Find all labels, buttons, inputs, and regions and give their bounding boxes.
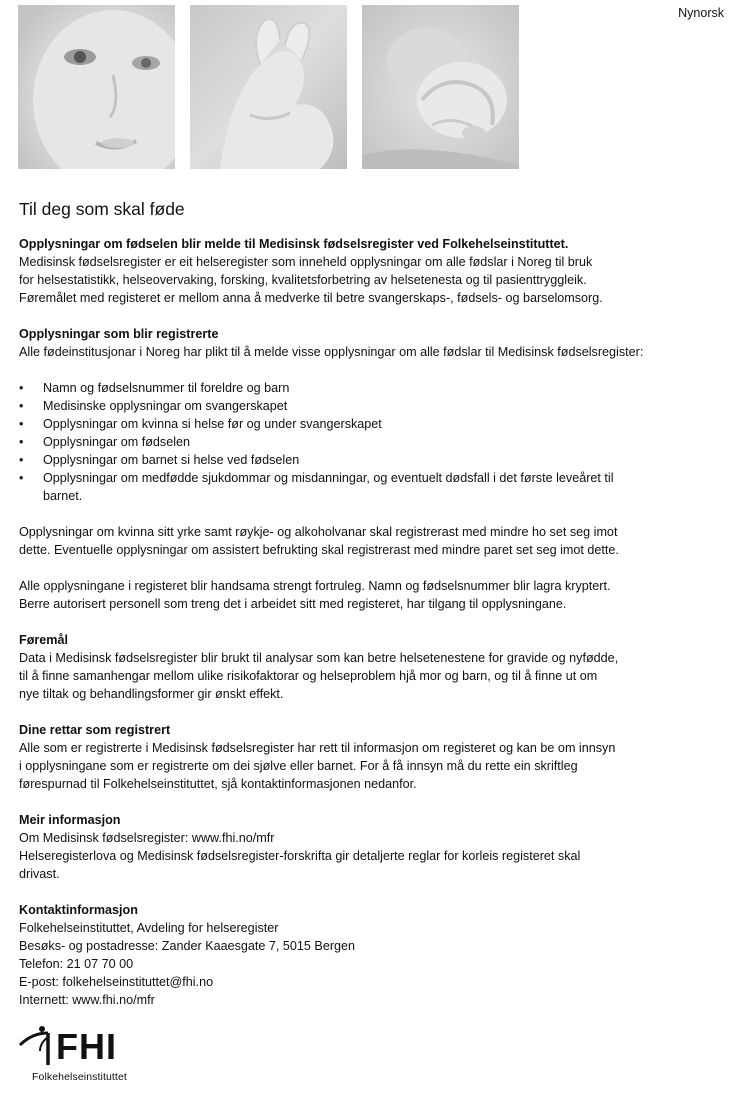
logo-mark: FHI (56, 1026, 117, 1067)
contact-phone: Telefon: 21 07 70 00 (19, 957, 134, 971)
purpose-line: Data i Medisinsk fødselsregister blir brukt til analysar som kan betre helsetenestene for gravide og nyfødde, (19, 651, 619, 665)
purpose-line: til å finne samanhengar mellom ulike risikofaktorar og helseproblem hjå mor og barn, og til å finne ut om (19, 669, 598, 683)
logo-name: Folkehelseinstituttet (32, 1071, 127, 1083)
purpose-line: nye tiltak og behandlingsformer gir ønskt effekt. (19, 687, 284, 701)
more-info-heading: Meir informasjon (19, 813, 121, 827)
purpose-section (19, 631, 719, 703)
baby-fist-photo (362, 5, 519, 169)
registered-list (19, 379, 719, 505)
intro-heading: Opplysningar om fødselen blir melde til Medisinsk fødselsregister ved Folkehelseinstituttet. (19, 237, 569, 251)
more-info-line: Helseregisterlova og Medisinsk fødselsregister-forskrifta gir detaljerte reglar for korleis registeret skal (19, 849, 581, 863)
document-body (19, 197, 719, 1027)
contact-website: Internett: www.fhi.no/mfr (19, 993, 155, 1007)
contact-heading: Kontaktinformasjon (19, 903, 138, 917)
intro-line: Medisinsk fødselsregister er eit helseregister som inneheld opplysningar om alle fødslar i Noreg til bruk (19, 255, 593, 269)
list-item: • Opplysningar om medfødde sjukdommar og misdanningar, og eventuelt dødsfall i det første leveåret til barnet. (19, 469, 653, 505)
intro-line: for helsestatistikk, helseovervaking, forsking, kvalitetsforbetring av helsetenesta og til pasienttryggleik. (19, 273, 587, 287)
list-item: • Opplysningar om fødselen (19, 433, 719, 451)
baby-hand-photo (190, 5, 347, 169)
paragraph-lifestyle (19, 523, 719, 559)
more-info-section (19, 811, 719, 883)
fhi-logo-icon (18, 1025, 58, 1069)
contact-email: E-post: folkehelseinstituttet@fhi.no (19, 975, 214, 989)
rights-heading: Dine rettar som registrert (19, 723, 171, 737)
baby-face-photo (18, 5, 175, 169)
more-info-line: Om Medisinsk fødselsregister: www.fhi.no/mfr (19, 831, 275, 845)
paragraph-line: dette. Eventuelle opplysningar om assistert befrukting skal registrerast med mindre paret set seg imot dette. (19, 543, 619, 557)
rights-line: i opplysningane som er registrerte om dei sjølve eller barnet. For å få innsyn må du rette ein skriftleg (19, 759, 578, 773)
rights-line: førespurnad til Folkehelseinstituttet, sjå kontaktinformasjonen nedanfor. (19, 777, 417, 791)
list-item: • Opplysningar om barnet si helse ved fødselen (19, 451, 719, 469)
paragraph-confidentiality (19, 577, 719, 613)
list-item: • Opplysningar om kvinna si helse før og under svangerskapet (19, 415, 719, 433)
fhi-logo (18, 1025, 148, 1087)
registered-line: Alle fødeinstitusjonar i Noreg har plikt til å melde visse opplysningar om alle fødslar til Medisinsk fødselsregister: (19, 345, 644, 359)
more-info-line: drivast. (19, 867, 60, 881)
paragraph-line: Opplysningar om kvinna sitt yrke samt røykje- og alkoholvanar skal registrerast med mindre ho set seg imot (19, 525, 618, 539)
paragraph-line: Berre autorisert personell som treng det i arbeidet sitt med registeret, har tilgang til opplysningane. (19, 597, 567, 611)
page-title: Til deg som skal føde (19, 199, 185, 219)
intro-section (19, 235, 719, 307)
registered-section (19, 325, 719, 361)
purpose-heading: Føremål (19, 633, 68, 647)
contact-address: Besøks- og postadresse: Zander Kaaesgate 7, 5015 Bergen (19, 939, 356, 953)
list-item: • Medisinske opplysningar om svangerskapet (19, 397, 719, 415)
list-item: • Namn og fødselsnummer til foreldre og barn (19, 379, 719, 397)
rights-section (19, 721, 719, 793)
contact-section (19, 901, 719, 1009)
paragraph-line: Alle opplysningane i registeret blir handsama strengt fortruleg. Namn og fødselsnummer blir lagra kryptert. (19, 579, 611, 593)
registered-heading: Opplysningar som blir registrerte (19, 327, 219, 341)
intro-line: Føremålet med registeret er mellom anna å medverke til betre svangerskaps-, fødsels- og barselomsorg. (19, 291, 603, 305)
rights-line: Alle som er registrerte i Medisinsk fødselsregister har rett til informasjon om registeret og kan be om innsyn (19, 741, 616, 755)
photo-strip (18, 5, 519, 169)
contact-line: Folkehelseinstituttet, Avdeling for helseregister (19, 921, 279, 935)
language-label: Nynorsk (678, 6, 724, 20)
